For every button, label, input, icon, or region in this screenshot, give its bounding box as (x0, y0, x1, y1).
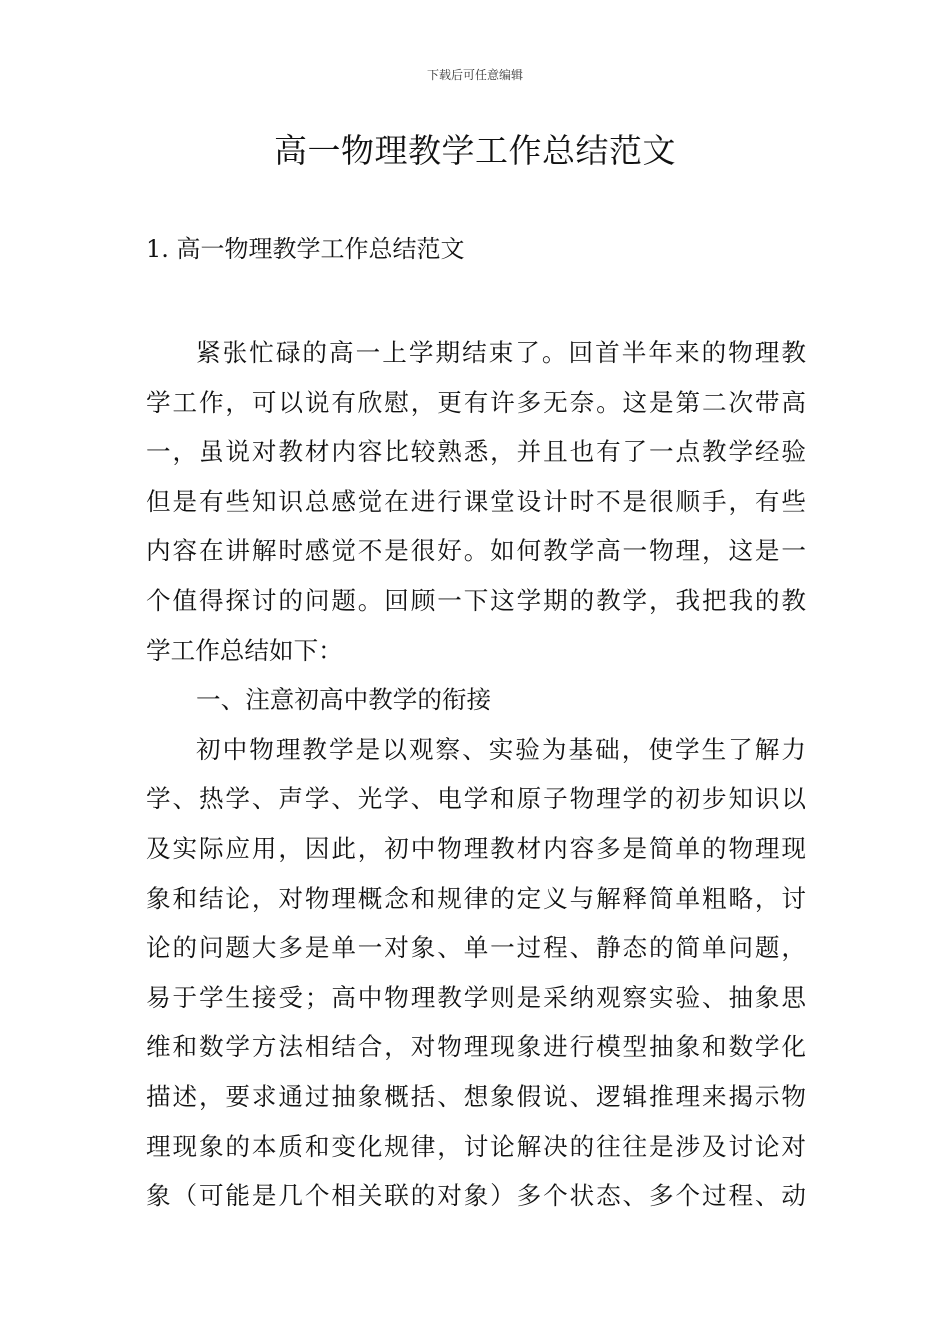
body-text (146, 328, 806, 1221)
paragraph-line: 理现象的本质和变化规律，讨论解决的往往是涉及讨论对 (146, 1131, 806, 1161)
paragraph-line: 论的问题大多是单一对象、单一过程、静态的简单问题， (146, 933, 806, 963)
paragraph-line: 初中物理教学是以观察、实验为基础，使学生了解力 (196, 734, 806, 764)
document-title: 高一物理教学工作总结范文 (274, 131, 676, 170)
paragraph-line: 但是有些知识总感觉在进行课堂设计时不是很顺手，有些 (146, 486, 806, 516)
paragraph-line: 内容在讲解时感觉不是很好。如何教学高一物理，这是一 (146, 536, 806, 566)
paragraph-line: 紧张忙碌的高一上学期结束了。回首半年来的物理教 (196, 338, 806, 367)
page-header-note: 下载后可任意编辑 (426, 68, 523, 82)
paragraph-line: 学、热学、声学、光学、电学和原子物理学的初步知识以 (146, 784, 806, 814)
paragraph-line: 及实际应用，因此，初中物理教材内容多是简单的物理现 (146, 833, 806, 863)
paragraph-line: 学工作，可以说有欣慰，更有许多无奈。这是第二次带高 (146, 387, 806, 417)
paragraph-line: 象（可能是几个相关联的对象）多个状态、多个过程、动 (146, 1181, 806, 1211)
paragraph-line: 个值得探讨的问题。回顾一下这学期的教学，我把我的教 (146, 585, 806, 615)
paragraph-line: 学工作总结如下： (146, 635, 343, 665)
subsection-heading: 一、注意初高中教学的衔接 (196, 685, 492, 715)
section-heading: 1. 高一物理教学工作总结范文 (146, 235, 465, 263)
paragraph-line: 一，虽说对教材内容比较熟悉，并且也有了一点教学经验 (146, 437, 806, 467)
paragraph-line: 易于学生接受；高中物理教学则是采纳观察实验、抽象思 (146, 982, 806, 1012)
paragraph-line: 象和结论，对物理概念和规律的定义与解释简单粗略，讨 (146, 883, 806, 913)
paragraph-line: 维和数学方法相结合，对物理现象进行模型抽象和数学化 (146, 1032, 806, 1062)
paragraph-line: 描述，要求通过抽象概括、想象假说、逻辑推理来揭示物 (146, 1081, 806, 1111)
